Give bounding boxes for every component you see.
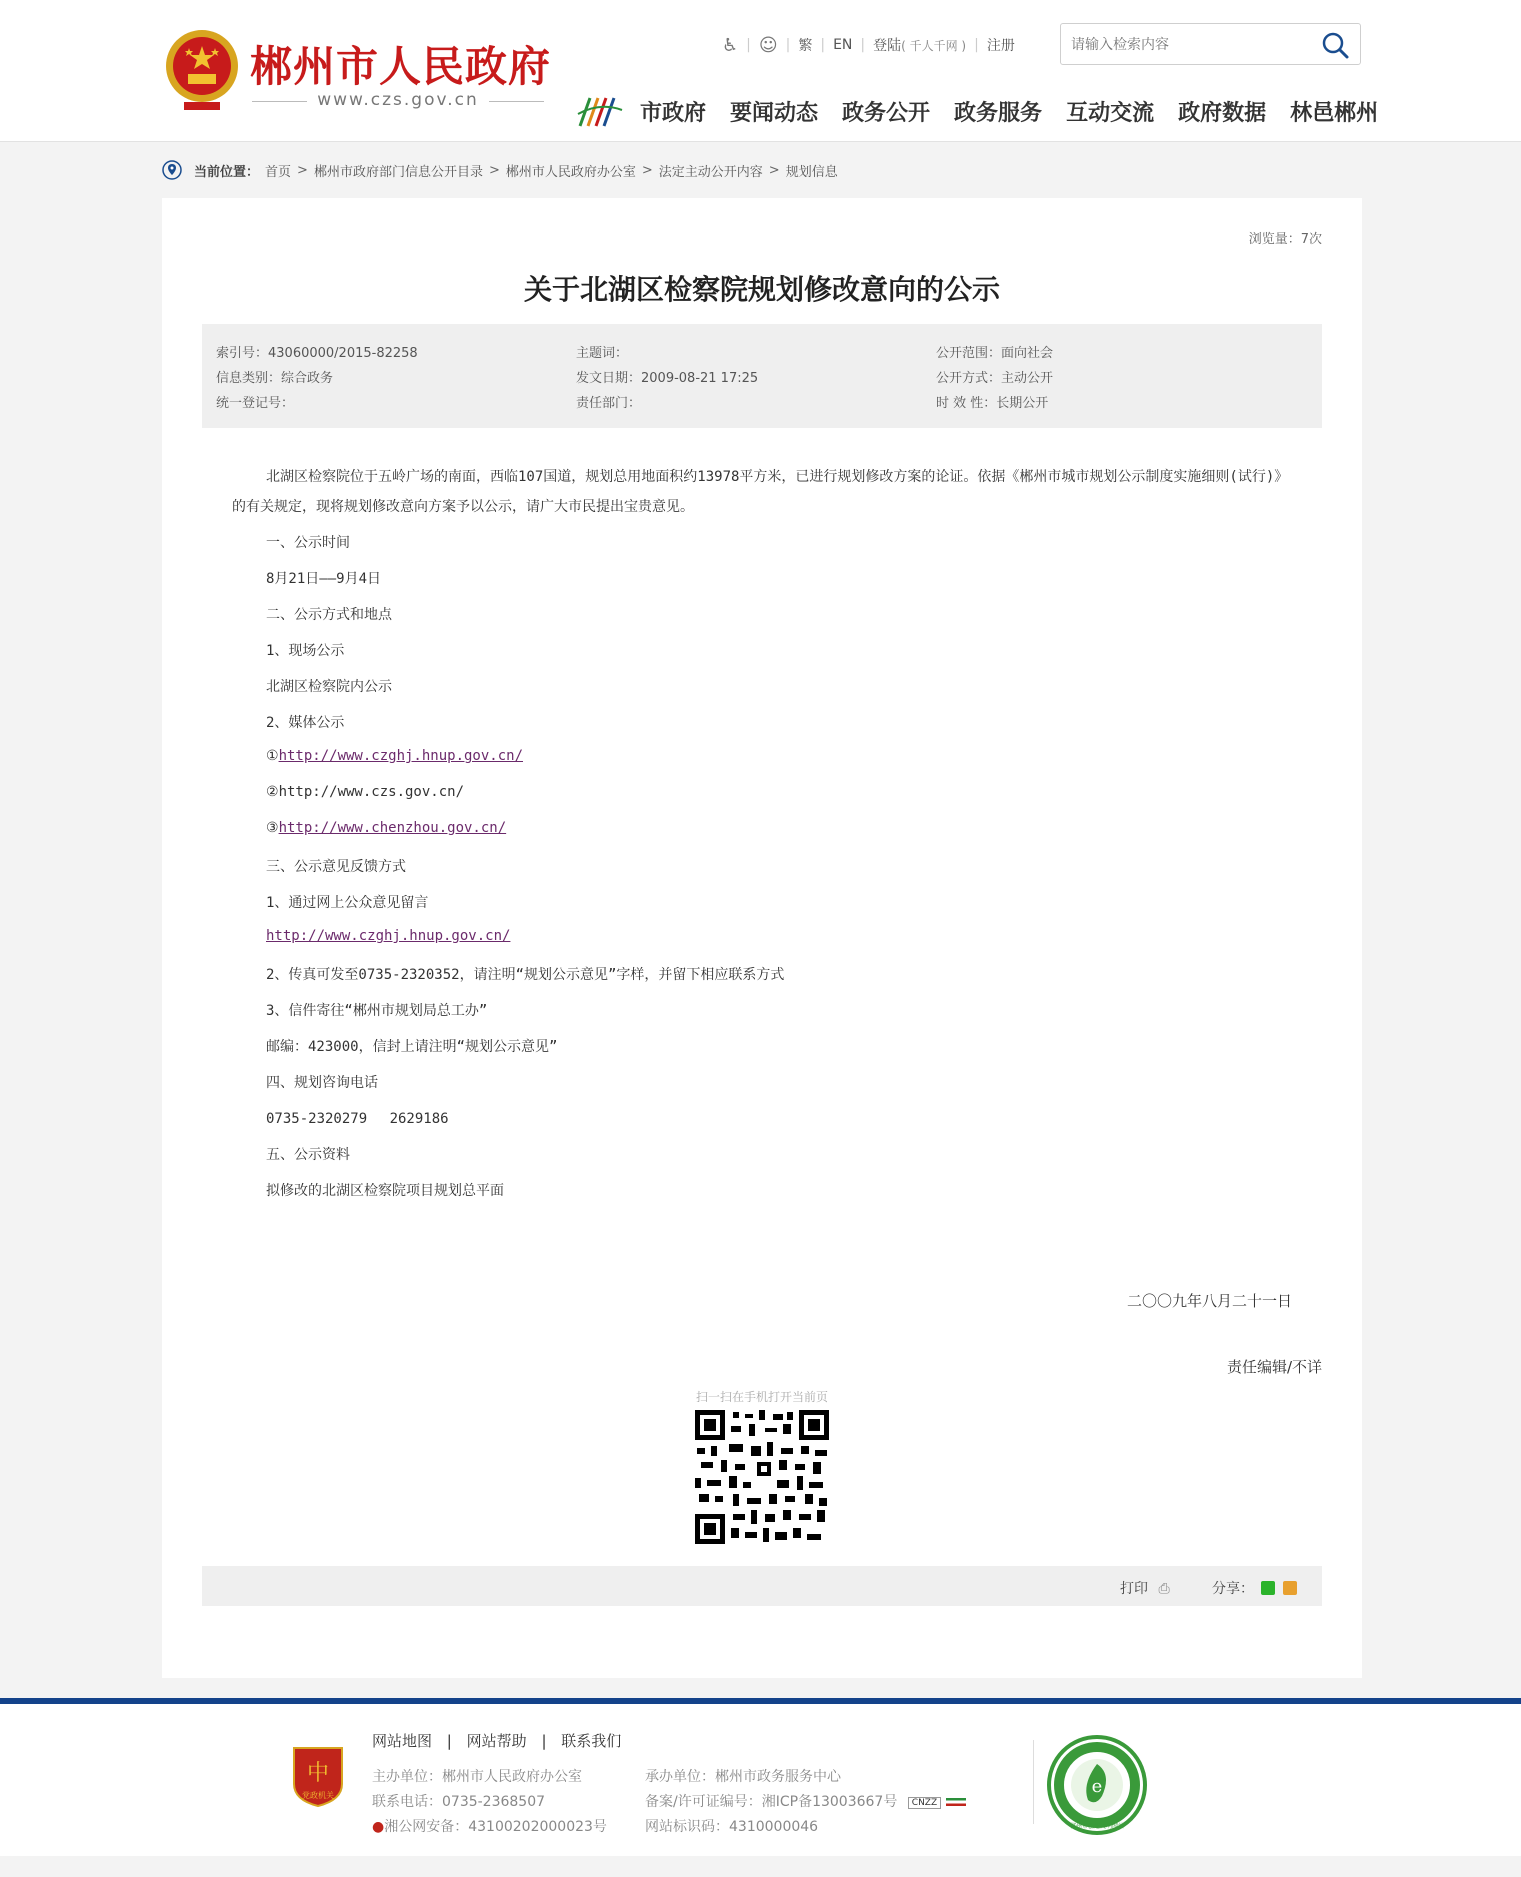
divider: |: [541, 1732, 547, 1750]
search-icon[interactable]: [1320, 30, 1350, 60]
share-label: 分享：: [1212, 1581, 1254, 1597]
body-text: 1、现场公示: [266, 643, 345, 659]
accessibility-icon[interactable]: ♿: [722, 34, 739, 56]
cnzz-icon[interactable]: CNZZ: [908, 1797, 941, 1809]
print-label: 打印: [1120, 1581, 1148, 1597]
footer-police-row: [372, 1816, 607, 1836]
breadcrumb-item[interactable]: 规划信息: [785, 164, 838, 180]
footer-icp-row: [645, 1791, 966, 1811]
footer-phone: 联系电话：0735-2368507: [372, 1794, 546, 1810]
cnzz-bars-icon: [946, 1798, 966, 1806]
login-sub: ( 千人千网 ): [901, 38, 967, 53]
section-heading: 四、规划咨询电话: [266, 1075, 378, 1091]
qr-code-icon: [695, 1410, 829, 1544]
register-link[interactable]: 注册: [986, 38, 1015, 54]
english-link[interactable]: EN: [833, 37, 853, 53]
breadcrumb: [162, 158, 838, 182]
body-text: 北湖区检察院内公示: [266, 679, 392, 695]
meta-index-no: 索引号：43060000/2015-82258: [216, 346, 418, 361]
printer-icon: ⎙: [1158, 1581, 1170, 1597]
breadcrumb-item[interactable]: 郴州市人民政府办公室: [505, 164, 636, 180]
search-box: [1060, 23, 1361, 65]
meta-validity: 时 效 性：长期公开: [936, 396, 1049, 411]
footer-divider: [1033, 1740, 1034, 1824]
external-link[interactable]: http://www.czghj.hnup.gov.cn/: [278, 748, 523, 764]
footer-organizer: 承办单位：郴州市政务服务中心: [645, 1769, 841, 1785]
search-input[interactable]: [1071, 34, 1311, 56]
footer-icp[interactable]: 备案/许可证编号：湘ICP备13003667号: [645, 1794, 898, 1810]
top-links: ♿ | ☺ | 繁 | EN | 登陆 ( 千人千网 ) | 注册: [722, 34, 1015, 56]
nav-item[interactable]: 互动交流: [1066, 101, 1155, 126]
article-meta: [202, 324, 1322, 428]
article-date: 二〇〇九年八月二十一日: [1126, 1292, 1292, 1310]
nav-item[interactable]: 政务服务: [954, 101, 1043, 126]
breadcrumb-item[interactable]: 郴州市政府部门信息公开目录: [313, 164, 483, 180]
nav-item[interactable]: 政府数据: [1178, 101, 1267, 126]
section-heading: 二、公示方式和地点: [266, 607, 392, 623]
divider: |: [446, 1732, 452, 1750]
site-domain: www.czs.gov.cn: [252, 90, 544, 110]
chevron-right-icon: >: [768, 162, 780, 178]
civilized-site-badge-icon[interactable]: [1046, 1734, 1148, 1836]
list-marker: ③: [266, 820, 279, 836]
section-heading: 一、公示时间: [266, 535, 350, 551]
share-group: [1212, 1578, 1297, 1598]
chevron-right-icon: >: [297, 162, 308, 178]
article-toolbar: [202, 1566, 1322, 1606]
body-text: 1、通过网上公众意见留言: [266, 895, 429, 911]
body-text: 8月21日——9月4日: [266, 571, 382, 587]
footer-police[interactable]: 湘公网安备：43100202000023号: [384, 1819, 607, 1835]
article-title: 关于北湖区检察院规划修改意向的公示: [523, 273, 1000, 306]
body-text: 邮编：423000，信封上请注明“规划公示意见”: [266, 1039, 558, 1055]
meta-scope: 公开范围：面向社会: [936, 346, 1054, 361]
body-text: 拟修改的北湖区检察院项目规划总平面: [266, 1183, 504, 1199]
footer-site-id: 网站标识码：4310000046: [645, 1819, 819, 1835]
police-badge-icon: ●: [372, 1819, 385, 1835]
svg-text:e: e: [1091, 1776, 1103, 1797]
feedback-link-row: [266, 928, 510, 944]
meta-reg-no: 统一登记号：: [216, 396, 295, 411]
qr-caption: 扫一扫在手机打开当前页: [695, 1390, 828, 1404]
footer-link[interactable]: 网站地图: [372, 1732, 433, 1750]
badge-right-label: 郴州市创建文明网站: [1069, 1823, 1125, 1830]
print-button[interactable]: [1120, 1578, 1170, 1598]
login-link[interactable]: 登陆: [873, 38, 902, 54]
meta-pub-date: 发文日期：2009-08-21 17:25: [576, 371, 759, 386]
site-header: [0, 0, 1521, 142]
traditional-link[interactable]: 繁: [798, 38, 813, 54]
view-count: 浏览量：7次: [1248, 232, 1322, 247]
external-link[interactable]: http://www.czghj.hnup.gov.cn/: [266, 928, 511, 944]
footer-links: [372, 1730, 621, 1751]
plain-url: http://www.czs.gov.cn/: [278, 784, 464, 800]
list-marker: ①: [266, 748, 279, 764]
main-nav: [640, 96, 1378, 127]
section-heading: 三、公示意见反馈方式: [266, 859, 406, 875]
svg-text:中: 中: [306, 1761, 330, 1786]
media-link-row: [266, 748, 523, 764]
nav-item[interactable]: 林邑郴州: [1290, 101, 1379, 126]
chevron-right-icon: >: [641, 162, 653, 178]
section-heading: 五、公示资料: [266, 1147, 350, 1163]
wechat-icon[interactable]: [1261, 1581, 1275, 1595]
party-gov-badge-icon[interactable]: [290, 1744, 346, 1808]
site-title[interactable]: 郴州市人民政府: [250, 42, 552, 91]
location-pin-icon: [162, 160, 182, 180]
chevron-right-icon: >: [488, 162, 500, 178]
national-emblem-icon: [162, 24, 242, 114]
body-text: 2、传真可发至0735-2320352，请注明“规划公示意见”字样，并留下相应联系方式: [266, 967, 785, 983]
body-text: 3、信件寄往“郴州市规划局总工办”: [266, 1003, 488, 1019]
badge-left-label: 党政机关: [302, 1791, 334, 1800]
footer-link[interactable]: 联系我们: [561, 1732, 622, 1750]
article-container: [162, 198, 1362, 1678]
elderly-mode-icon[interactable]: ☺: [758, 34, 778, 56]
body-text: 0735-2320279 2629186: [266, 1111, 449, 1127]
article-editor: 责任编辑/不详: [1226, 1358, 1322, 1376]
external-link[interactable]: http://www.chenzhou.gov.cn/: [278, 820, 507, 836]
meta-dept: 责任部门：: [576, 396, 642, 411]
nav-item[interactable]: 要闻动态: [730, 101, 819, 126]
weibo-icon[interactable]: [1283, 1581, 1297, 1595]
media-link-row: [266, 784, 464, 800]
bottom-strip: [0, 1856, 1521, 1877]
list-marker: ②: [266, 784, 279, 800]
nav-item[interactable]: 政务公开: [842, 101, 931, 126]
footer-host: 主办单位：郴州市人民政府办公室: [372, 1769, 582, 1785]
breadcrumb-item[interactable]: 法定主动公开内容: [658, 164, 763, 180]
meta-subject: 主题词：: [576, 346, 629, 361]
breadcrumb-label: 当前位置：: [194, 164, 260, 180]
meta-method: 公开方式：主动公开: [936, 371, 1054, 386]
meta-category: 信息类别：综合政务: [216, 371, 334, 386]
body-text: 2、媒体公示: [266, 715, 345, 731]
footer-link[interactable]: 网站帮助: [466, 1732, 527, 1750]
media-link-row: [266, 820, 506, 836]
site-footer: [0, 1698, 1521, 1856]
city-logo-icon: [574, 92, 626, 132]
intro-paragraph: 北湖区检察院位于五岭广场的南面，西临107国道，规划总用地面积约13978平方米，已进行规划修改方案的论证。依据《郴州市城市规划公示制度实施细则(试行)》的有关规定，现将规划修改意向方案予以公示，请广大市民提出宝贵意见。: [232, 469, 1289, 515]
nav-item[interactable]: 市政府: [640, 101, 707, 126]
breadcrumb-item[interactable]: 首页: [265, 164, 292, 180]
